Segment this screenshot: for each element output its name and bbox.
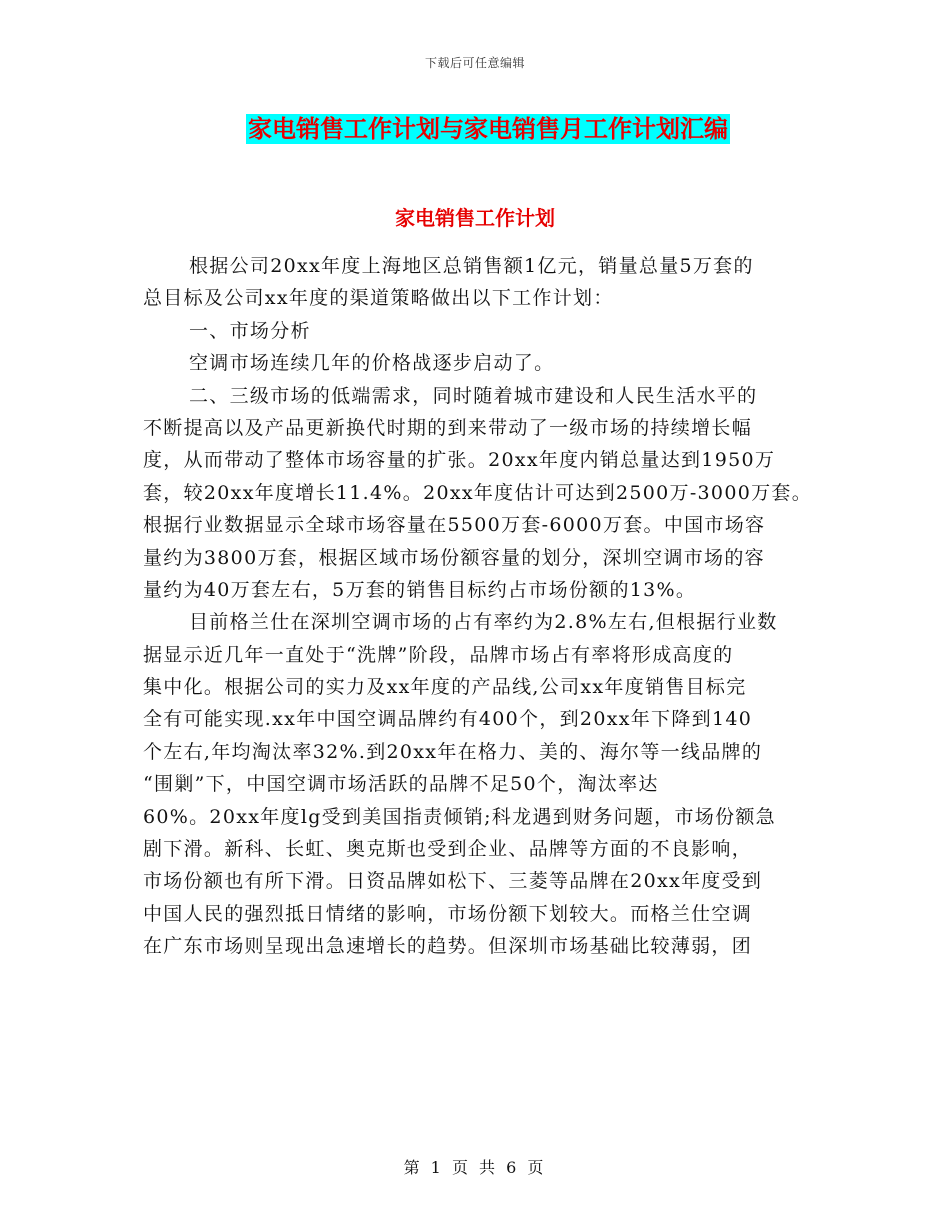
paragraph-line: 中国人民的强烈抵日情绪的影响，市场份额下划较大。而格兰仕空调 [143, 902, 753, 925]
document-title: 家电销售工作计划与家电销售月工作计划汇编 [248, 115, 728, 143]
paragraph-line: 量约为3800万套，根据区域市场份额容量的划分，深圳空调市场的容 [143, 546, 765, 569]
paragraph-line: 全有可能实现.xx年中国空调品牌约有400个，到20xx年下降到140 [143, 708, 753, 731]
paragraph-line: 空调市场连续几年的价格战逐步启动了。 [189, 352, 555, 375]
paragraph-line: 根据公司20xx年度上海地区总销售额1亿元，销量总量5万套的 [189, 255, 754, 277]
paragraph-line: 剧下滑。新科、长虹、奥克斯也受到企业、品牌等方面的不良影响， [143, 838, 753, 861]
paragraph-line: 根据行业数据显示全球市场容量在5500万套-6000万套。中国市场容 [143, 514, 766, 537]
paragraph-line: 总目标及公司xx年度的渠道策略做出以下工作计划： [143, 287, 614, 310]
paragraph-line: 目前格兰仕在深圳空调市场的占有率约为2.8%左右,但根据行业数 [189, 611, 778, 634]
paragraph-line: 据显示近几年一直处于“洗牌”阶段，品牌市场占有率将形成高度的 [143, 643, 734, 666]
page-header-note: 下载后可任意编辑 [424, 56, 525, 70]
document-body [143, 250, 813, 963]
paragraph-line: 60%。20xx年度lg受到美国指责倾销;科龙遇到财务问题，市场份额急 [143, 805, 776, 828]
paragraph-line: 不断提高以及产品更新换代时期的到来带动了一级市场的持续增长幅 [143, 416, 753, 439]
heading-line: 一、市场分析 [189, 319, 311, 342]
paragraph-line: 集中化。根据公司的实力及xx年度的产品线,公司xx年度销售目标完 [143, 676, 747, 699]
paragraph-line: 套，较20xx年度增长11.4%。20xx年度估计可达到2500万-3000万套。 [143, 481, 813, 504]
paragraph-line: 个左右,年均淘汰率32%.到20xx年在格力、美的、海尔等一线品牌的 [143, 740, 763, 763]
paragraph-line: 市场份额也有所下滑。日资品牌如松下、三菱等品牌在20xx年度受到 [143, 870, 763, 893]
document-title-container [0, 114, 950, 144]
paragraph-line: “围剿”下，中国空调市场活跃的品牌不足50个，淘汰率达 [143, 773, 659, 796]
paragraph-line: 在广东市场则呈现出急速增长的趋势。但深圳市场基础比较薄弱，团 [143, 935, 753, 958]
paragraph-line: 二、三级市场的低端需求，同时随着城市建设和人民生活水平的 [189, 384, 758, 407]
section-title: 家电销售工作计划 [395, 206, 555, 230]
page-number-footer: 第 1 页 共 6 页 [403, 1158, 547, 1177]
paragraph-line: 度，从而带动了整体市场容量的扩张。20xx年度内销总量达到1950万 [143, 449, 776, 472]
paragraph-line: 量约为40万套左右，5万套的销售目标约占市场份额的13%。 [143, 578, 697, 601]
